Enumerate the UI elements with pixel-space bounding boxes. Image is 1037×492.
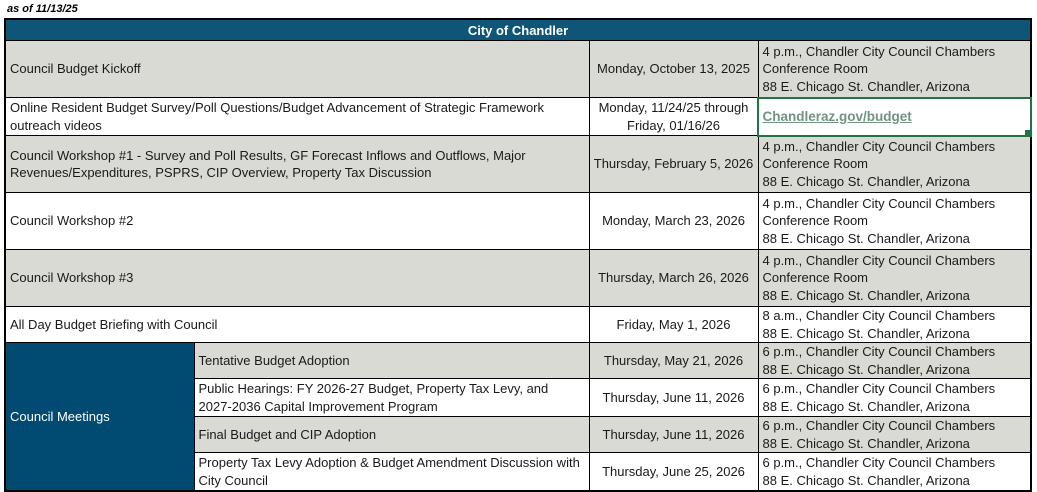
location-line: 88 E. Chicago St. Chandler, Arizona xyxy=(762,287,970,303)
date-cell: Thursday, February 5, 2026 xyxy=(589,136,758,193)
budget-link[interactable]: Chandleraz.gov/budget xyxy=(762,108,912,124)
location-line: 6 p.m., Chandler City Council Chambers xyxy=(762,418,996,433)
table-row xyxy=(5,343,1031,379)
table-row xyxy=(5,193,1031,250)
as-of-label: as of 11/13/25 xyxy=(7,3,78,15)
location-cell xyxy=(758,453,1031,492)
event-cell: Property Tax Levy Adoption & Budget Amendment Discussion with City Council xyxy=(194,453,589,492)
location-line: 4 p.m., Chandler City Council Chambers xyxy=(762,138,996,154)
location-line: 88 E. Chicago St. Chandler, Arizona xyxy=(762,78,970,94)
location-line: 6 p.m., Chandler City Council Chambers xyxy=(762,344,996,359)
event-cell: Council Workshop #1 - Survey and Poll Results, GF Forecast Inflows and Outflows, Major Revenues/Expenditures, PSPRS, CIP Overview, Property Tax Discussion xyxy=(5,136,589,193)
location-line: 88 E. Chicago St. Chandler, Arizona xyxy=(762,173,970,189)
table-row xyxy=(5,41,1031,98)
table-title: City of Chandler xyxy=(5,19,1031,41)
table-row xyxy=(5,250,1031,307)
date-cell: Thursday, March 26, 2026 xyxy=(589,250,758,307)
date-cell xyxy=(589,98,758,136)
location-cell xyxy=(758,193,1031,250)
location-line: 88 E. Chicago St. Chandler, Arizona xyxy=(762,398,970,414)
event-cell: Final Budget and CIP Adoption xyxy=(194,417,589,453)
date-cell: Monday, October 13, 2025 xyxy=(589,41,758,98)
event-cell: All Day Budget Briefing with Council xyxy=(5,307,589,343)
location-line: 8 a.m., Chandler City Council Chambers xyxy=(762,308,996,323)
table-row xyxy=(5,136,1031,193)
event-cell: Public Hearings: FY 2026-27 Budget, Property Tax Levy, and 2027-2036 Capital Improvement Program xyxy=(194,379,589,417)
location-line: 88 E. Chicago St. Chandler, Arizona xyxy=(762,361,970,377)
schedule-table xyxy=(4,18,1032,492)
location-line: Conference Room xyxy=(762,213,868,229)
council-meetings-cell: Council Meetings xyxy=(5,343,194,492)
location-line: 4 p.m., Chandler City Council Chambers xyxy=(762,195,996,211)
event-cell: Council Workshop #3 xyxy=(5,250,589,307)
table-row xyxy=(5,307,1031,343)
location-line: 4 p.m., Chandler City Council Chambers xyxy=(762,43,996,59)
date-cell: Thursday, June 11, 2026 xyxy=(589,417,758,453)
location-line: 6 p.m., Chandler City Council Chambers xyxy=(762,455,996,470)
selected-cell[interactable] xyxy=(758,98,1031,136)
date-cell: Friday, May 1, 2026 xyxy=(589,307,758,343)
event-cell: Online Resident Budget Survey/Poll Questions/Budget Advancement of Strategic Framework outreach videos xyxy=(5,98,589,136)
date-cell: Thursday, June 11, 2026 xyxy=(589,379,758,417)
location-line: Conference Room xyxy=(762,61,868,77)
location-cell xyxy=(758,250,1031,307)
title-row xyxy=(5,19,1031,41)
location-cell xyxy=(758,343,1031,379)
location-line: Conference Room xyxy=(762,156,868,172)
location-line: Conference Room xyxy=(762,270,868,286)
location-cell xyxy=(758,379,1031,417)
location-cell xyxy=(758,136,1031,193)
event-cell: Council Budget Kickoff xyxy=(5,41,589,98)
event-cell: Tentative Budget Adoption xyxy=(194,343,589,379)
location-line: 88 E. Chicago St. Chandler, Arizona xyxy=(762,435,970,451)
event-cell: Council Workshop #2 xyxy=(5,193,589,250)
date-line: Monday, 11/24/25 through xyxy=(598,100,749,115)
location-line: 88 E. Chicago St. Chandler, Arizona xyxy=(762,230,970,246)
date-cell: Thursday, June 25, 2026 xyxy=(589,453,758,492)
location-line: 88 E. Chicago St. Chandler, Arizona xyxy=(762,325,970,341)
fill-handle[interactable] xyxy=(1024,129,1031,136)
location-cell xyxy=(758,41,1031,98)
location-line: 4 p.m., Chandler City Council Chambers xyxy=(762,252,996,268)
table-row xyxy=(5,98,1031,136)
date-cell: Monday, March 23, 2026 xyxy=(589,193,758,250)
date-cell: Thursday, May 21, 2026 xyxy=(589,343,758,379)
location-cell xyxy=(758,417,1031,453)
date-line: Friday, 01/16/26 xyxy=(627,117,720,133)
location-cell xyxy=(758,307,1031,343)
location-line: 6 p.m., Chandler City Council Chambers xyxy=(762,381,996,396)
location-line: 88 E. Chicago St. Chandler, Arizona xyxy=(762,472,970,488)
